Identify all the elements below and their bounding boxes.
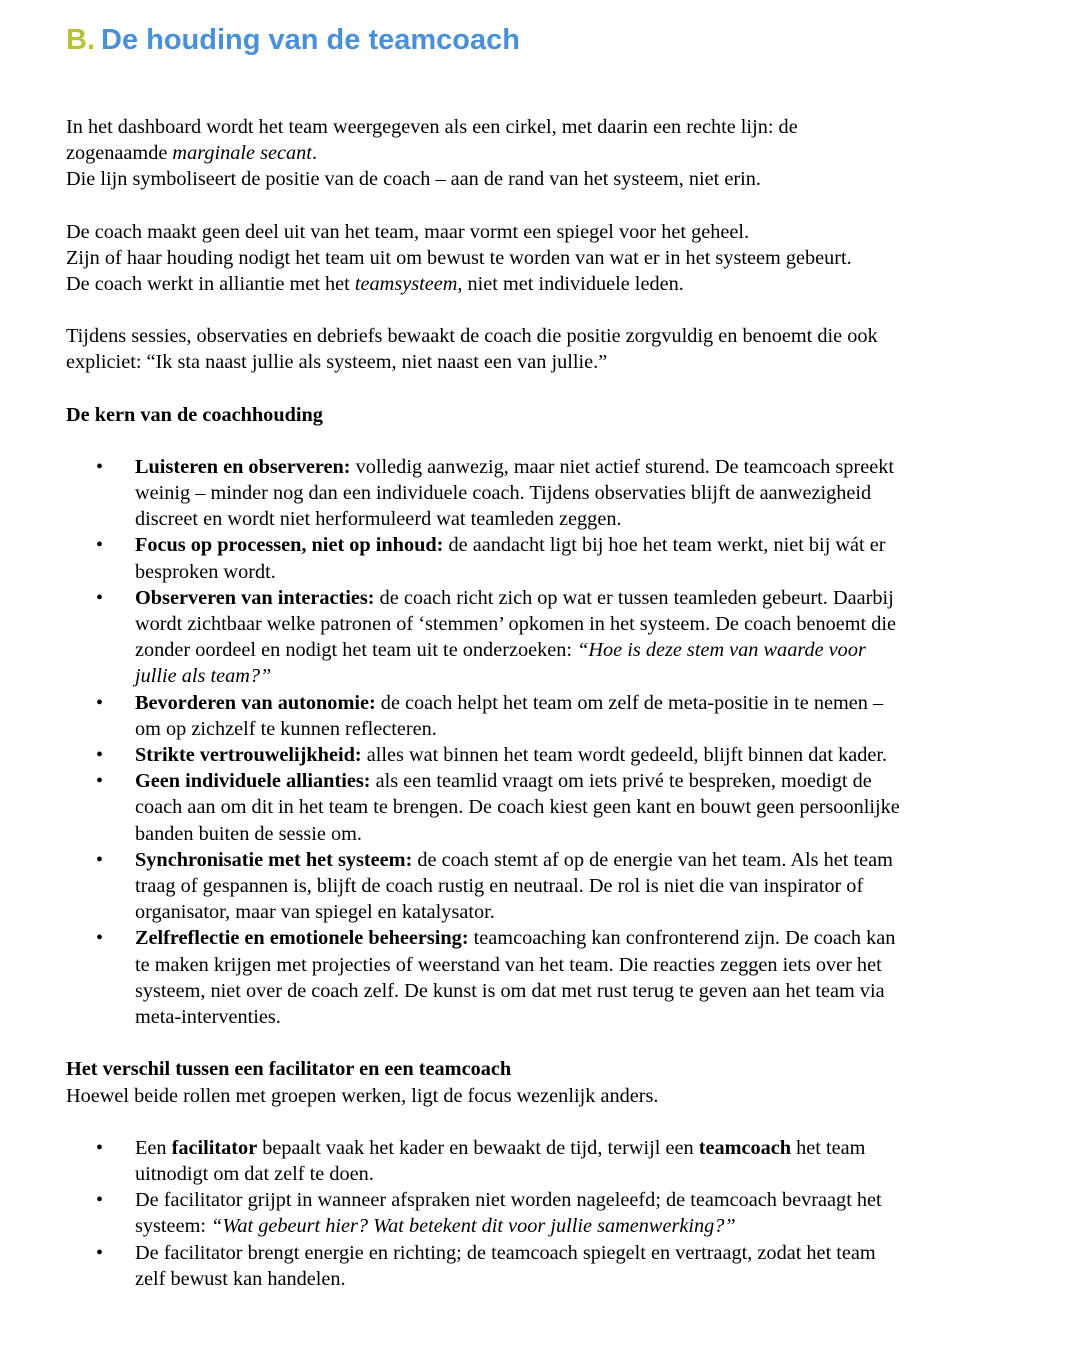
text-run: coach aan om dit in het team te brengen. De coach kiest geen kant en bouwt geen persoonlijke: [135, 796, 900, 819]
text-run: traag of gespannen is, blijft de coach rustig en neutraal. De rol is niet die van inspirator of: [135, 875, 864, 898]
text-run: om op zichzelf te kunnen reflecteren.: [135, 717, 437, 740]
text-run: weinig – minder nog dan een individuele coach. Tijdens observaties blijft de aanwezigheid: [135, 482, 872, 505]
list-item: [66, 742, 1026, 768]
list-item: [66, 585, 1026, 690]
text-line: [135, 847, 1026, 873]
text-run: , niet met individuele leden.: [457, 273, 684, 296]
text-line: [66, 271, 1026, 297]
text-line: [135, 899, 1026, 925]
text-run: wordt zichtbaar welke patronen of ‘stemmen’ opkomen in het systeem. De coach benoemt die: [135, 613, 897, 636]
italic-quote: jullie als team?”: [135, 665, 272, 688]
section-title-text: De houding van de teamcoach: [101, 24, 520, 56]
text-line: [135, 794, 1026, 820]
text-line: [135, 637, 1026, 663]
text-line: [135, 454, 1026, 480]
section-title: [66, 20, 520, 60]
subheading-coach-attitude: De kern van de coachhouding: [66, 403, 323, 426]
italic-term: marginale secant: [172, 142, 312, 165]
text-line: [135, 821, 1026, 847]
text-line: [135, 952, 1026, 978]
text-line: • De facilitator brengt energie en richting; de teamcoach spiegelt en vertraagt, zodat het team: [135, 1241, 876, 1264]
text-line: [135, 873, 1026, 899]
list-item: [66, 532, 1026, 584]
list-item: [66, 1240, 1026, 1292]
list-item: [66, 454, 1026, 533]
text-run: alles wat binnen het team wordt gedeeld, blijft binnen dat kader.: [361, 744, 888, 767]
italic-term: teamsysteem: [354, 273, 458, 296]
list-item: [66, 690, 1026, 742]
text-run: de coach richt zich op wat er tussen teamleden gebeurt. Daarbij: [374, 586, 894, 609]
text-line: [135, 690, 1026, 716]
list-item: [66, 768, 1026, 847]
text-line: [135, 978, 1026, 1004]
text-run: de aandacht ligt bij hoe het team werkt, niet bij wát er: [443, 534, 886, 557]
text-line: De coach maakt geen deel uit van het team, maar vormt een spiegel voor het geheel.: [66, 220, 750, 243]
text-run: meta-interventies.: [135, 1006, 281, 1029]
text-run: te maken krijgen met projecties of weerstand van het team. Die reacties zeggen iets over het: [135, 953, 882, 976]
text-line: [135, 663, 1026, 689]
text-line: [135, 925, 1026, 951]
item-label: Strikte vertrouwelijkheid:: [135, 744, 362, 767]
intro-paragraph-2: [66, 219, 1026, 298]
text-line: • De facilitator grijpt in wanneer afspraken niet worden nageleefd; de teamcoach bevraagt het: [135, 1189, 882, 1212]
text-line: [135, 1004, 1026, 1030]
text-run: de coach helpt het team om zelf de meta-positie in te nemen –: [375, 691, 884, 714]
text-run: de coach stemt af op de energie van het team. Als het team: [412, 848, 893, 871]
text-run: systeem, niet over de coach zelf. De kunst is om dat met rust terug te geven aan het team via: [135, 979, 885, 1002]
text-line: In het dashboard wordt het team weergegeven als een cirkel, met daarin een rechte lijn: de: [66, 116, 798, 138]
section2-intro: Hoewel beide rollen met groepen werken, ligt de focus wezenlijk anders.: [66, 1084, 659, 1107]
text-run: als een teamlid vraagt om iets privé te bespreken, moedigt de: [370, 770, 872, 793]
intro-paragraph-3: [66, 323, 1026, 375]
italic-quote: “Hoe is deze stem van waarde voor: [577, 639, 866, 662]
item-label: Synchronisatie met het systeem:: [135, 848, 413, 871]
text-line: expliciet: “Ik sta naast jullie als systeem, niet naast een van jullie.”: [66, 351, 608, 374]
list-item: [66, 847, 1026, 926]
text-line: [135, 585, 1026, 611]
text-run: .: [311, 142, 318, 165]
bold-term: facilitator: [171, 1136, 258, 1159]
list-item: [66, 1187, 1026, 1239]
coach-attitude-list: [66, 454, 1026, 1030]
document-body: [66, 114, 1026, 1292]
text-line: Die lijn symboliseert de positie van de coach – aan de rand van het systeem, niet erin.: [66, 168, 761, 191]
text-line: [135, 506, 1026, 532]
text-line: Tijdens sessies, observaties en debriefs bewaakt de coach die positie zorgvuldig en benoemt die ook: [66, 325, 878, 348]
text-run: zogenaamde: [66, 142, 173, 165]
text-line: [135, 480, 1026, 506]
subheading-facilitator-vs-coach: Het verschil tussen een facilitator en een teamcoach: [66, 1058, 512, 1081]
text-run: zonder oordeel en nodigt het team uit te onderzoeken:: [135, 639, 578, 662]
text-run: het team: [791, 1136, 866, 1159]
text-line: [66, 140, 1026, 166]
intro-paragraph-1: [66, 114, 1026, 193]
text-line: [135, 559, 1026, 585]
text-line: [135, 716, 1026, 742]
text-line: uitnodigt om dat zelf te doen.: [135, 1162, 374, 1185]
text-line: [135, 532, 1026, 558]
text-run: bepaalt vaak het kader en bewaakt de tijd, terwijl een: [257, 1136, 699, 1159]
text-line: [135, 768, 1026, 794]
text-line: zelf bewust kan handelen.: [135, 1267, 346, 1290]
text-run: besproken wordt.: [135, 560, 276, 583]
item-label: Bevorderen van autonomie:: [135, 691, 376, 714]
list-item: [66, 925, 1026, 1030]
section-letter: B.: [66, 24, 95, 56]
text-run: organisator, maar van spiegel en katalysator.: [135, 901, 495, 924]
item-label: Geen individuele allianties:: [135, 770, 371, 793]
text-line: [135, 742, 1026, 768]
text-line: [135, 611, 1026, 637]
text-run: De coach werkt in alliantie met het: [66, 273, 355, 296]
text-run: teamcoaching kan confronterend zijn. De coach kan: [468, 927, 896, 950]
text-run: banden buiten de sessie om.: [135, 822, 362, 845]
text-run: systeem:: [135, 1215, 212, 1238]
bold-term: teamcoach: [698, 1136, 792, 1159]
text-run: discreet en wordt niet herformuleerd wat teamleden zeggen.: [135, 508, 622, 531]
text-line: Zijn of haar houding nodigt het team uit om bewust te worden van wat er in het systeem gebeurt.: [66, 246, 852, 269]
item-label: Luisteren en observeren:: [135, 455, 351, 478]
text-run: Een: [135, 1136, 172, 1159]
item-label: Observeren van interacties:: [135, 586, 375, 609]
facilitator-comparison-list: [66, 1135, 1026, 1292]
text-run: volledig aanwezig, maar niet actief sturend. De teamcoach spreekt: [350, 455, 894, 478]
item-label: Focus op processen, niet op inhoud:: [135, 534, 444, 557]
list-item: [66, 1135, 1026, 1187]
italic-quote: “Wat gebeurt hier? Wat betekent dit voor jullie samenwerking?”: [211, 1215, 736, 1238]
item-label: Zelfreflectie en emotionele beheersing:: [135, 927, 469, 950]
